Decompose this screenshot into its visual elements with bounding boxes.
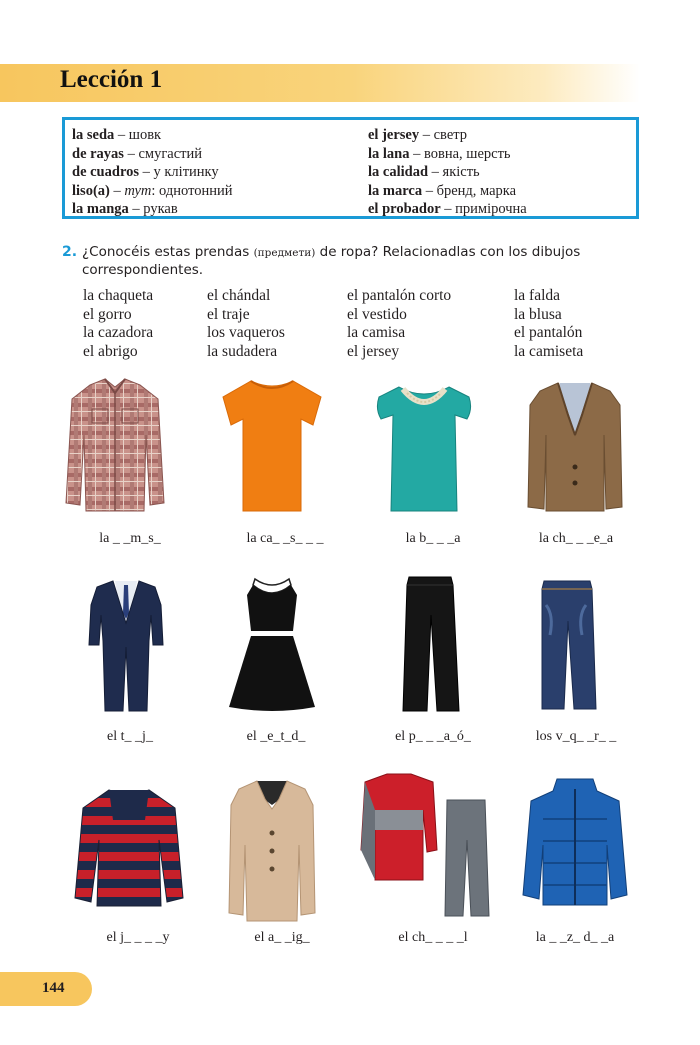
vocab-translation: – рукав	[128, 201, 178, 217]
picture-suit	[51, 575, 201, 715]
word-bank-item: la cazadora	[83, 324, 154, 341]
vocabulary-right-column	[368, 126, 527, 219]
word-bank-item: la camiseta	[514, 342, 584, 360]
vocab-entry	[72, 182, 233, 201]
picture-beige-coat	[197, 775, 347, 925]
vocab-entry	[368, 163, 527, 182]
picture-jeans	[490, 575, 640, 715]
caption-blank-word: la _ _m_s_	[99, 531, 161, 546]
word-bank-item: el traje	[207, 305, 250, 323]
vocab-entry	[368, 126, 527, 145]
picture-orange-tshirt	[197, 375, 347, 515]
picture-brown-jacket	[500, 375, 650, 515]
picture-tracksuit	[352, 770, 502, 920]
caption-blank-word: la ch_ _ _e_a	[538, 531, 614, 546]
word-bank-column	[347, 287, 451, 361]
word-bank-item: el chándal	[207, 287, 271, 304]
vocab-translation: – у клітинку	[139, 164, 219, 180]
task-instruction	[82, 244, 580, 260]
word-bank-item: el vestido	[347, 305, 407, 323]
word-bank-item: el pantalón corto	[347, 287, 452, 304]
vocab-entry	[72, 126, 233, 145]
vocab-entry	[368, 200, 527, 219]
vocab-translation: : однотонний	[151, 182, 233, 199]
vocab-term: de rayas	[72, 145, 124, 162]
vocab-term: de cuadros	[72, 164, 140, 180]
vocab-term: el jersey	[368, 127, 420, 143]
picture-black-dress	[197, 575, 347, 715]
vocab-term: la seda	[72, 127, 115, 143]
vocab-term: liso(a)	[72, 182, 110, 199]
caption-blank-word: la _ _z_ d_ _a	[535, 930, 615, 945]
vocab-term: la calidad	[368, 164, 429, 180]
word-bank-item: el jersey	[347, 342, 400, 360]
word-bank-item: la blusa	[514, 305, 562, 323]
caption-blank-word: la b_ _ _a	[405, 531, 461, 546]
word-bank-item: la chaqueta	[83, 287, 154, 304]
vocab-translation: – бренд, марка	[422, 182, 517, 199]
task-text: ¿Conocéis estas prendas	[82, 244, 254, 260]
caption-blank-word: el a_ _ig_	[254, 930, 310, 945]
picture-plaid-shirt	[40, 375, 190, 515]
vocab-entry	[368, 182, 527, 201]
vocab-term: la lana	[368, 145, 410, 162]
picture-black-trousers	[355, 575, 505, 715]
caption-blank-word: el ch_ _ _ _l	[398, 930, 468, 945]
word-bank-item: la camisa	[347, 324, 406, 341]
caption-blank-word: la ca_ _s_ _ _	[246, 531, 324, 546]
vocab-entry	[368, 145, 527, 164]
vocab-term: la marca	[368, 182, 423, 199]
vocabulary-box	[62, 117, 639, 219]
caption-blank-word: el t_ _j_	[107, 729, 153, 744]
vocab-translation: – шовк	[114, 127, 162, 143]
vocab-term: el probador	[368, 201, 441, 217]
vocabulary-left-column	[72, 126, 233, 219]
vocab-translation: – вовна, шерсть	[409, 145, 511, 162]
lesson-title: Lección 1	[60, 66, 163, 93]
task-text: de ropa? Relacionadlas con los dibujos	[315, 244, 581, 260]
task-note: (предмети)	[253, 247, 316, 259]
word-bank-item: la falda	[514, 287, 561, 304]
vocab-dash: –	[109, 182, 125, 199]
word-bank-item: el abrigo	[83, 342, 138, 360]
vocab-note: тут	[124, 182, 152, 199]
picture-puffer-jacket	[500, 775, 650, 915]
word-bank-column	[514, 287, 583, 361]
vocab-translation: – примірочна	[440, 201, 527, 217]
picture-teal-blouse	[349, 375, 499, 515]
vocab-translation: – светр	[419, 127, 468, 143]
caption-blank-word: el _e_t_d_	[246, 729, 306, 744]
word-bank-item: el pantalón	[514, 324, 583, 341]
caption-blank-word: el j_ _ _ _y	[106, 930, 170, 945]
vocab-translation: – якість	[428, 164, 480, 180]
word-bank-item: la sudadera	[207, 342, 278, 360]
caption-blank-word: los v_q_ _r_ _	[535, 729, 617, 744]
task-number: 2.	[62, 244, 78, 260]
vocab-entry	[72, 163, 233, 182]
vocab-term: la manga	[72, 201, 129, 217]
word-bank-column	[207, 287, 285, 361]
vocab-entry	[72, 145, 233, 164]
word-bank-item: el gorro	[83, 305, 132, 323]
caption-blank-word: el p_ _ _a_ó_	[395, 729, 471, 744]
task-instruction-continued: correspondientes.	[82, 262, 204, 278]
word-bank-column	[83, 287, 153, 361]
vocab-translation: – смугастий	[123, 145, 203, 162]
page-number: 144	[42, 980, 65, 996]
vocab-entry	[72, 200, 233, 219]
word-bank-item: los vaqueros	[207, 324, 285, 341]
picture-striped-jersey	[54, 780, 204, 920]
